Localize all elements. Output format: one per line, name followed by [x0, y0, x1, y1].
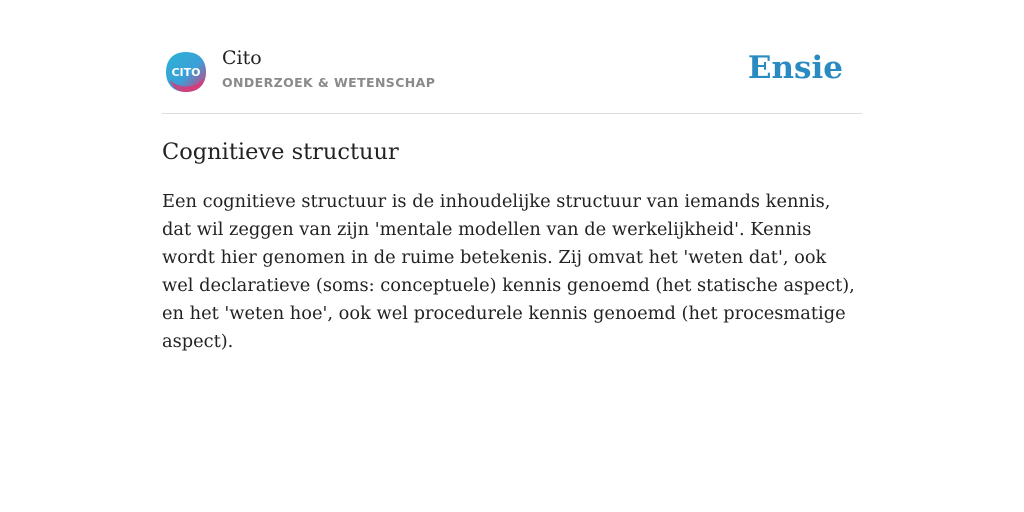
org-subtitle: ONDERZOEK & WETENSCHAP	[222, 75, 436, 90]
entry-card	[162, 40, 862, 356]
definition-text: Een cognitieve structuur is de inhoudelijke structuur van iemands kennis, dat wil zeggen van zijn 'mentale modellen van de werkelijkheid'. Kennis wordt hier genomen in de ruime betekenis. Zij omvat het 'weten dat', ook wel declaratieve (soms: conceptuele) kennis genoemd (het statische aspect), en het 'weten hoe', ook wel procedurele kennis genoemd (het procesmatige aspect).	[162, 191, 855, 352]
org-name[interactable]: Cito	[222, 47, 262, 69]
cito-logo-icon[interactable]	[164, 50, 208, 94]
logo-text: CITO	[171, 66, 201, 79]
ensie-brand-link[interactable]: Ensie	[747, 50, 843, 86]
page-title: Cognitieve structuur	[162, 139, 399, 165]
header	[162, 40, 862, 114]
